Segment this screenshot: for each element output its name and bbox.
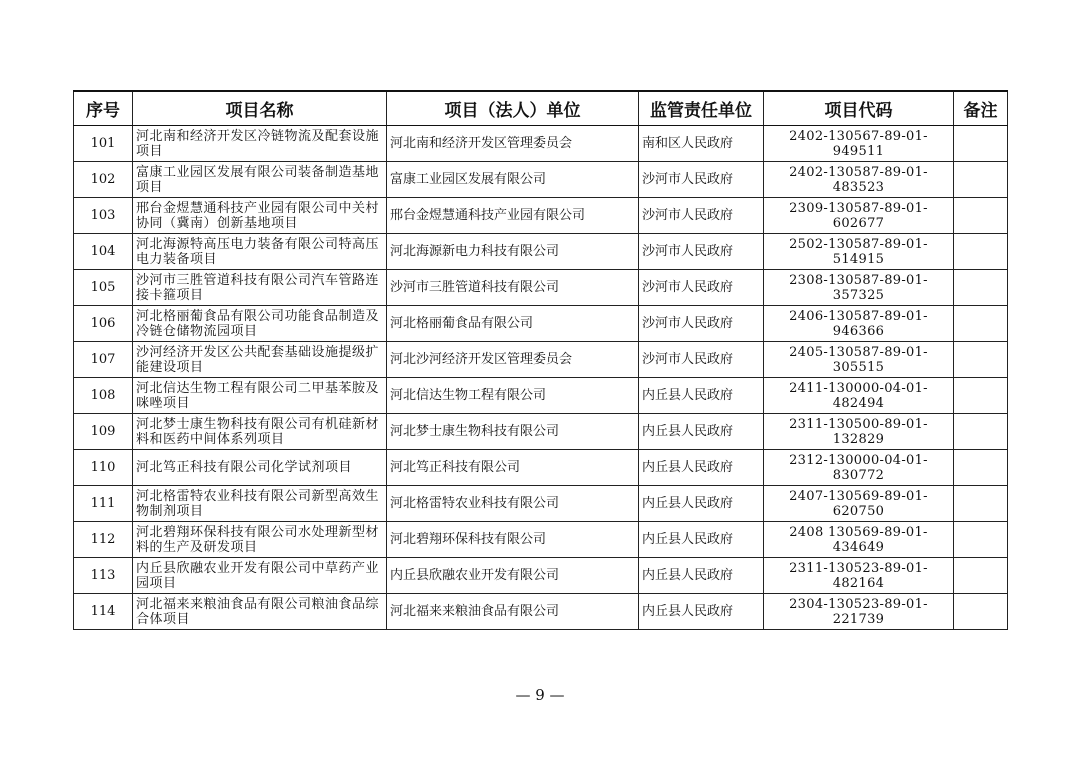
project-name-cell: 邢台金煜慧通科技产业园有限公司中关村协同（冀南）创新基地项目 <box>133 198 387 234</box>
supervising-unit-cell: 内丘县人民政府 <box>639 486 764 522</box>
header-remark: 备注 <box>954 91 1008 126</box>
row-number-cell: 112 <box>74 522 133 558</box>
remark-cell <box>954 306 1008 342</box>
project-name-cell: 河北南和经济开发区冷链物流及配套设施项目 <box>133 126 387 162</box>
row-number-cell: 103 <box>74 198 133 234</box>
supervising-unit-cell: 沙河市人民政府 <box>639 198 764 234</box>
table-row <box>74 234 1008 270</box>
project-code-cell: 2502-130587-89-01-514915 <box>764 234 954 270</box>
table-row <box>74 306 1008 342</box>
legal-unit-cell: 河北南和经济开发区管理委员会 <box>387 126 639 162</box>
row-number-cell: 105 <box>74 270 133 306</box>
row-number-cell: 111 <box>74 486 133 522</box>
project-code-cell: 2406-130587-89-01-946366 <box>764 306 954 342</box>
remark-cell <box>954 558 1008 594</box>
supervising-unit-cell: 沙河市人民政府 <box>639 342 764 378</box>
supervising-unit-cell: 内丘县人民政府 <box>639 522 764 558</box>
supervising-unit-cell: 内丘县人民政府 <box>639 450 764 486</box>
table-row <box>74 198 1008 234</box>
legal-unit-cell: 河北梦士康生物科技有限公司 <box>387 414 639 450</box>
remark-cell <box>954 450 1008 486</box>
project-name-cell: 富康工业园区发展有限公司装备制造基地项目 <box>133 162 387 198</box>
project-code-cell: 2408 130569-89-01-434649 <box>764 522 954 558</box>
project-name-cell: 河北信达生物工程有限公司二甲基苯胺及咪唑项目 <box>133 378 387 414</box>
header-no: 序号 <box>74 91 133 126</box>
remark-cell <box>954 162 1008 198</box>
legal-unit-cell: 河北沙河经济开发区管理委员会 <box>387 342 639 378</box>
remark-cell <box>954 342 1008 378</box>
row-number-cell: 114 <box>74 594 133 630</box>
header-name: 项目名称 <box>133 91 387 126</box>
project-code-cell: 2411-130000-04-01-482494 <box>764 378 954 414</box>
supervising-unit-cell: 内丘县人民政府 <box>639 378 764 414</box>
project-code-cell: 2308-130587-89-01-357325 <box>764 270 954 306</box>
table-header-row <box>74 91 1008 126</box>
project-code-cell: 2311-130523-89-01-482164 <box>764 558 954 594</box>
page-number: — 9 — <box>515 686 565 704</box>
legal-unit-cell: 邢台金煜慧通科技产业园有限公司 <box>387 198 639 234</box>
project-code-cell: 2407-130569-89-01-620750 <box>764 486 954 522</box>
table-row <box>74 414 1008 450</box>
row-number-cell: 110 <box>74 450 133 486</box>
supervising-unit-cell: 内丘县人民政府 <box>639 558 764 594</box>
row-number-cell: 104 <box>74 234 133 270</box>
table-row <box>74 450 1008 486</box>
project-name-cell: 河北碧翔环保科技有限公司水处理新型材料的生产及研发项目 <box>133 522 387 558</box>
row-number-cell: 108 <box>74 378 133 414</box>
project-name-cell: 河北笃正科技有限公司化学试剂项目 <box>133 450 387 486</box>
legal-unit-cell: 河北格雷特农业科技有限公司 <box>387 486 639 522</box>
project-name-cell: 河北海源特高压电力装备有限公司特高压电力装备项目 <box>133 234 387 270</box>
project-code-cell: 2402-130567-89-01-949511 <box>764 126 954 162</box>
legal-unit-cell: 河北福来来粮油食品有限公司 <box>387 594 639 630</box>
project-code-cell: 2311-130500-89-01-132829 <box>764 414 954 450</box>
project-code-cell: 2312-130000-04-01-830772 <box>764 450 954 486</box>
supervising-unit-cell: 沙河市人民政府 <box>639 306 764 342</box>
supervising-unit-cell: 内丘县人民政府 <box>639 594 764 630</box>
supervising-unit-cell: 南和区人民政府 <box>639 126 764 162</box>
remark-cell <box>954 234 1008 270</box>
legal-unit-cell: 富康工业园区发展有限公司 <box>387 162 639 198</box>
legal-unit-cell: 河北海源新电力科技有限公司 <box>387 234 639 270</box>
supervising-unit-cell: 内丘县人民政府 <box>639 414 764 450</box>
header-code: 项目代码 <box>764 91 954 126</box>
legal-unit-cell: 河北格丽葡食品有限公司 <box>387 306 639 342</box>
table-row <box>74 378 1008 414</box>
remark-cell <box>954 126 1008 162</box>
remark-cell <box>954 378 1008 414</box>
row-number-cell: 113 <box>74 558 133 594</box>
project-table <box>73 90 1008 630</box>
project-code-cell: 2309-130587-89-01-602677 <box>764 198 954 234</box>
legal-unit-cell: 沙河市三胜管道科技有限公司 <box>387 270 639 306</box>
remark-cell <box>954 594 1008 630</box>
table-row <box>74 486 1008 522</box>
remark-cell <box>954 522 1008 558</box>
table-body <box>74 126 1008 630</box>
table-row <box>74 594 1008 630</box>
remark-cell <box>954 198 1008 234</box>
legal-unit-cell: 河北笃正科技有限公司 <box>387 450 639 486</box>
row-number-cell: 109 <box>74 414 133 450</box>
legal-unit-cell: 内丘县欣融农业开发有限公司 <box>387 558 639 594</box>
legal-unit-cell: 河北碧翔环保科技有限公司 <box>387 522 639 558</box>
table-row <box>74 558 1008 594</box>
project-name-cell: 河北格丽葡食品有限公司功能食品制造及冷链仓储物流园项目 <box>133 306 387 342</box>
project-code-cell: 2402-130587-89-01-483523 <box>764 162 954 198</box>
project-name-cell: 沙河市三胜管道科技有限公司汽车管路连接卡箍项目 <box>133 270 387 306</box>
supervising-unit-cell: 沙河市人民政府 <box>639 270 764 306</box>
table-row <box>74 522 1008 558</box>
project-name-cell: 河北梦士康生物科技有限公司有机硅新材料和医药中间体系列项目 <box>133 414 387 450</box>
row-number-cell: 101 <box>74 126 133 162</box>
project-name-cell: 内丘县欣融农业开发有限公司中草药产业园项目 <box>133 558 387 594</box>
table-row <box>74 270 1008 306</box>
supervising-unit-cell: 沙河市人民政府 <box>639 162 764 198</box>
table-row <box>74 342 1008 378</box>
row-number-cell: 106 <box>74 306 133 342</box>
table-row <box>74 162 1008 198</box>
remark-cell <box>954 270 1008 306</box>
header-supervisor: 监管责任单位 <box>639 91 764 126</box>
remark-cell <box>954 414 1008 450</box>
project-code-cell: 2304-130523-89-01-221739 <box>764 594 954 630</box>
project-name-cell: 河北格雷特农业科技有限公司新型高效生物制剂项目 <box>133 486 387 522</box>
table-row <box>74 126 1008 162</box>
project-code-cell: 2405-130587-89-01-305515 <box>764 342 954 378</box>
row-number-cell: 102 <box>74 162 133 198</box>
remark-cell <box>954 486 1008 522</box>
header-unit: 项目（法人）单位 <box>387 91 639 126</box>
supervising-unit-cell: 沙河市人民政府 <box>639 234 764 270</box>
project-name-cell: 河北福来来粮油食品有限公司粮油食品综合体项目 <box>133 594 387 630</box>
project-name-cell: 沙河经济开发区公共配套基础设施提级扩能建设项目 <box>133 342 387 378</box>
row-number-cell: 107 <box>74 342 133 378</box>
legal-unit-cell: 河北信达生物工程有限公司 <box>387 378 639 414</box>
